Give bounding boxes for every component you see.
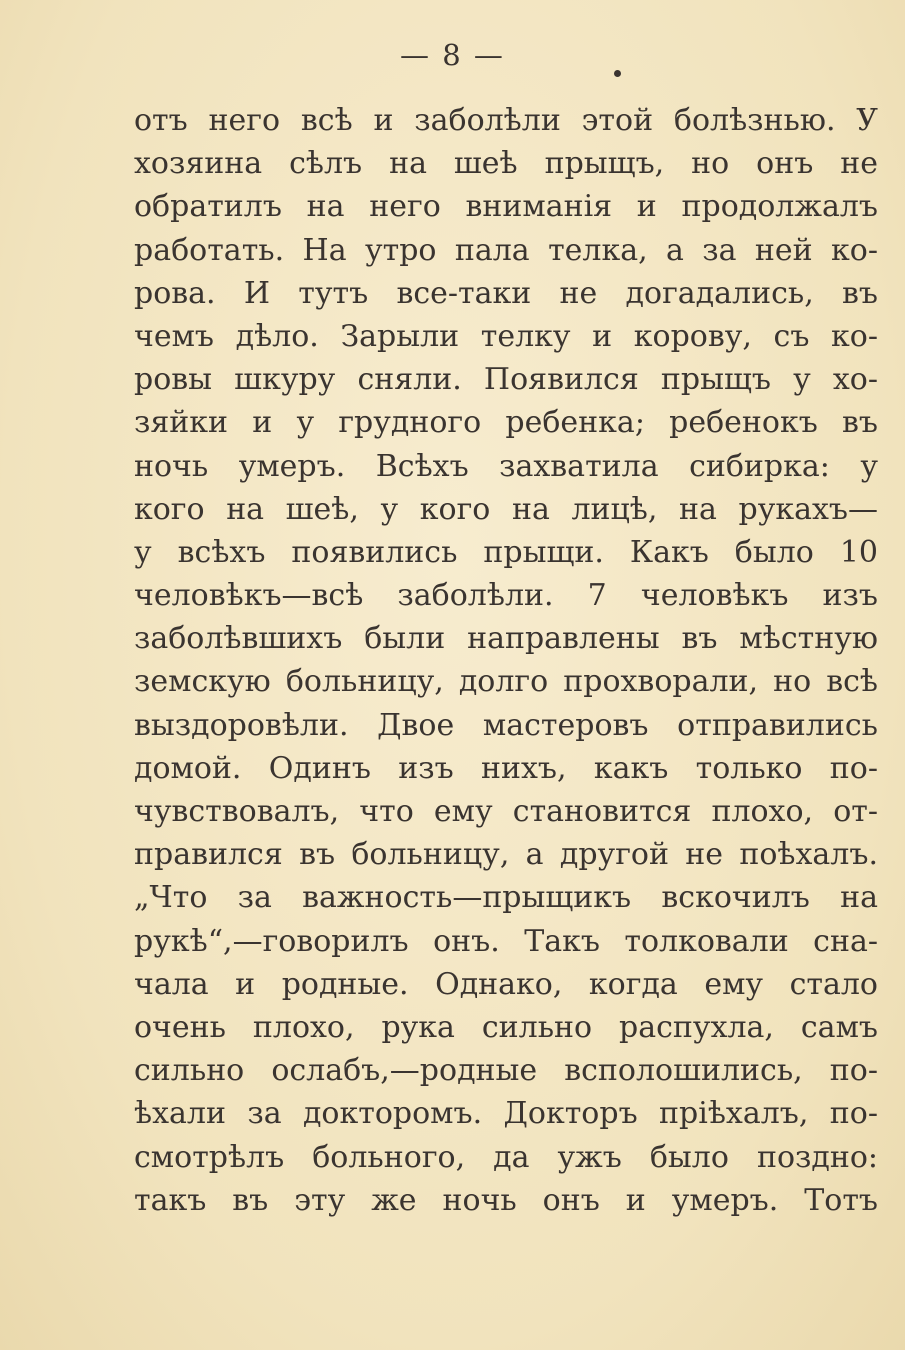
text-line: обратилъ на него вниманія и продолжалъ — [134, 189, 878, 225]
text-line: чала и родные. Однако, когда ему стало — [134, 966, 878, 1002]
text-line: заболѣвшихъ были направлены въ мѣстную — [134, 621, 878, 657]
text-line: ровы шкуру сняли. Появился прыщъ у хо- — [134, 362, 878, 398]
text-line: ночь умеръ. Всѣхъ захватила сибирка: у — [134, 448, 878, 484]
text-line: работать. На утро пала телка, а за ней ко- — [134, 232, 878, 268]
text-line: зяйки и у грудного ребенка; ребенокъ въ — [134, 405, 878, 441]
text-line: домой. Одинъ изъ нихъ, какъ только по- — [134, 750, 878, 786]
text-line: рова. И тутъ все-таки не догадались, въ — [134, 275, 878, 311]
text-line: человѣкъ—всѣ заболѣли. 7 человѣкъ изъ — [134, 578, 878, 614]
text-line: очень плохо, рука сильно распухла, самъ — [134, 1009, 878, 1045]
text-line: чемъ дѣло. Зарыли телку и корову, съ ко- — [134, 318, 878, 354]
text-line: такъ въ эту же ночь онъ и умеръ. Тотъ — [134, 1182, 878, 1218]
text-line: чувствовалъ, что ему становится плохо, от- — [134, 794, 878, 829]
text-line: хозяина сѣлъ на шеѣ прыщъ, но онъ не — [134, 146, 878, 182]
text-line: отъ него всѣ и заболѣли этой болѣзнью. У — [134, 103, 878, 138]
text-line: сильно ослабъ,—родные всполошились, по- — [134, 1053, 878, 1089]
text-line: земскую больницу, долго прохворали, но всѣ — [134, 664, 878, 700]
text-line: у всѣхъ появились прыщи. Какъ было 10 — [134, 534, 878, 570]
text-line: смотрѣлъ больного, да ужъ было поздно: — [134, 1139, 878, 1175]
text-line: „Что за важность—прыщикъ вскочилъ на — [134, 880, 878, 916]
body-text — [134, 99, 878, 1222]
text-line: рукѣ“,—говорилъ онъ. Такъ толковали сна- — [134, 923, 878, 959]
text-line: кого на шеѣ, у кого на лицѣ, на рукахъ— — [134, 491, 878, 527]
page-number: — 8 — — [400, 38, 505, 72]
text-line: выздоровѣли. Двое мастеровъ отправились — [134, 707, 878, 743]
text-line: правился въ больницу, а другой не поѣхалъ. — [134, 837, 878, 873]
print-speck — [614, 70, 621, 77]
text-line: ѣхали за докторомъ. Докторъ пріѣхалъ, по- — [134, 1096, 878, 1132]
